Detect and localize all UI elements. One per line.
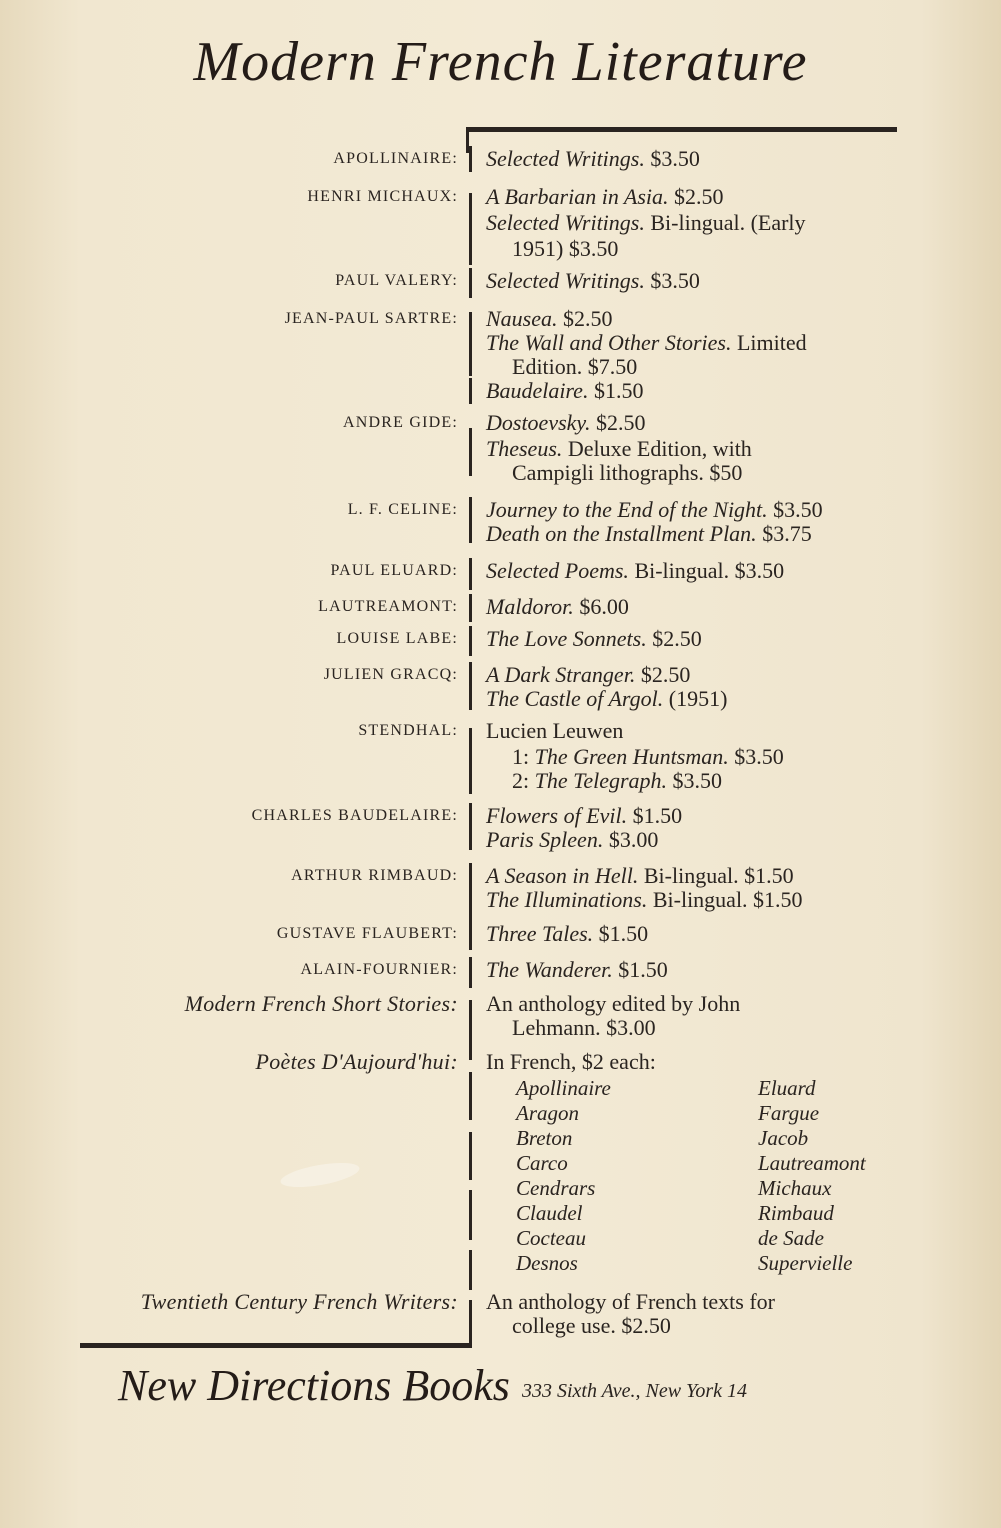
book-detail: Lehmann. $3.00 [512, 1015, 656, 1040]
poet-name: Michaux [758, 1176, 832, 1200]
divider-bar [469, 1000, 472, 1060]
book-detail: $2.50 [590, 410, 646, 435]
divider-bar [469, 1300, 472, 1345]
book-line [486, 330, 807, 356]
book-detail: $1.50 [627, 803, 683, 828]
book-detail: $2.50 [635, 662, 691, 687]
book-line [512, 1015, 656, 1041]
book-detail: college use. $2.50 [512, 1313, 671, 1338]
divider-bar [469, 803, 472, 850]
book-detail: $1.50 [612, 957, 668, 982]
book-detail: Deluxe Edition, with [562, 436, 752, 461]
poet-name: Jacob [758, 1126, 809, 1150]
poet-name: Lautreamont [758, 1151, 866, 1175]
book-detail: $3.50 [644, 268, 700, 293]
book-title: Baudelaire. [486, 378, 589, 403]
book-line [486, 436, 752, 462]
divider-bar [469, 378, 472, 404]
book-title: Dostoevsky. [486, 410, 591, 435]
book-title: The Love Sonnets. [486, 626, 647, 651]
divider-bar [469, 863, 472, 908]
book-line [486, 378, 643, 404]
book-title: Selected Poems. [486, 558, 629, 583]
poet-name: Apollinaire [516, 1076, 611, 1100]
poet-name: Rimbaud [758, 1201, 834, 1225]
volume-number: 2: [512, 768, 535, 793]
book-title: Paris Spleen. [486, 827, 604, 852]
book-detail: Limited [731, 330, 807, 355]
book-line [512, 768, 722, 794]
book-detail: Bi-lingual. $1.50 [638, 863, 794, 888]
divider-bar [469, 146, 472, 172]
book-title: Selected Writings. [486, 268, 645, 293]
author-label: GUSTAVE FLAUBERT: [276, 925, 458, 942]
book-detail: $2.50 [668, 184, 724, 209]
divider-bar [469, 558, 472, 590]
book-detail: $3.50 [728, 744, 784, 769]
book-title: The Wanderer. [486, 957, 613, 982]
book-line [486, 1289, 775, 1315]
book-detail: $3.50 [644, 146, 700, 171]
book-line [486, 991, 740, 1017]
author-label: Twentieth Century French Writers: [140, 1289, 458, 1314]
book-detail: 1951) $3.50 [512, 236, 619, 261]
bottom-rule [80, 1343, 472, 1348]
author-label: Poètes D'Aujourd'hui: [255, 1049, 458, 1074]
volume-number: 1: [512, 744, 535, 769]
book-detail: Bi-lingual. $1.50 [647, 887, 803, 912]
poet-name: Desnos [516, 1251, 578, 1275]
book-line [486, 210, 806, 236]
poet-name: Carco [516, 1151, 568, 1175]
book-title: The Telegraph. [534, 768, 668, 793]
divider-bar [469, 908, 472, 950]
book-line [486, 184, 724, 210]
book-line [486, 921, 648, 947]
book-detail: Bi-lingual. $3.50 [628, 558, 785, 583]
book-detail: Lucien Leuwen [486, 718, 624, 743]
book-line [486, 718, 623, 744]
book-line [486, 146, 700, 172]
author-label: APOLLINAIRE: [333, 150, 458, 167]
divider-bar [469, 1190, 472, 1240]
book-line [486, 410, 645, 436]
poets-column-2 [758, 1076, 866, 1276]
book-title: Maldoror. [486, 594, 574, 619]
author-label: ALAIN-FOURNIER: [300, 961, 458, 978]
book-title: Selected Writings. [486, 210, 645, 235]
book-line [486, 268, 700, 294]
book-title: Theseus. [486, 436, 563, 461]
divider-bar [469, 626, 472, 656]
poet-name: Eluard [758, 1076, 816, 1100]
book-detail: $3.75 [756, 521, 812, 546]
author-label: LAUTREAMONT: [318, 598, 458, 615]
author-label: ANDRE GIDE: [343, 414, 458, 431]
publisher-address: 333 Sixth Ave., New York 14 [522, 1380, 747, 1402]
book-detail: $2.50 [646, 626, 702, 651]
book-line [486, 662, 690, 688]
book-detail: An anthology of French texts for [486, 1289, 775, 1314]
divider-bar [469, 268, 472, 298]
divider-bar [469, 428, 472, 476]
book-title: Flowers of Evil. [486, 803, 628, 828]
poets-column-1 [516, 1076, 611, 1276]
book-title: Selected Writings. [486, 146, 645, 171]
author-label: STENDHAL: [358, 722, 458, 739]
book-line [486, 497, 823, 523]
book-line [512, 354, 637, 380]
publisher-name: New Directions Books [118, 1361, 510, 1410]
book-line [486, 521, 812, 547]
book-title: The Illuminations. [486, 887, 648, 912]
poet-name: Supervielle [758, 1251, 853, 1275]
author-label: HENRI MICHAUX: [307, 188, 458, 205]
book-title: The Green Huntsman. [534, 744, 729, 769]
book-title: A Season in Hell. [486, 863, 639, 888]
book-line [486, 957, 668, 983]
book-line [512, 744, 784, 770]
author-label: L. F. CELINE: [347, 501, 458, 518]
book-title: A Dark Stranger. [486, 662, 636, 687]
author-label: PAUL VALERY: [335, 272, 458, 289]
author-label: JEAN-PAUL SARTRE: [284, 310, 458, 327]
book-line [486, 558, 784, 584]
author-label: LOUISE LABE: [336, 630, 458, 647]
book-title: The Wall and Other Stories. [486, 330, 732, 355]
page-title: Modern French Literature [193, 31, 808, 93]
divider-bar [469, 1132, 472, 1180]
book-title: Nausea. [486, 306, 558, 331]
divider-bar [469, 497, 472, 543]
divider-bar [469, 1250, 472, 1290]
book-title: A Barbarian in Asia. [486, 184, 669, 209]
author-label: JULIEN GRACQ: [323, 666, 458, 683]
book-line [486, 1049, 656, 1075]
book-line [486, 887, 803, 913]
divider-bar [469, 193, 472, 265]
book-line [486, 594, 629, 620]
paper-stain [279, 1158, 361, 1192]
book-line [512, 460, 742, 486]
book-detail: Bi-lingual. (Early [644, 210, 806, 235]
book-detail: (1951) [663, 686, 728, 711]
book-title: Journey to the End of the Night. [486, 497, 768, 522]
divider-bar [469, 957, 472, 988]
poet-name: Fargue [758, 1101, 820, 1125]
poet-name: Aragon [516, 1101, 579, 1125]
book-line [486, 306, 613, 332]
book-title: Three Tales. [486, 921, 594, 946]
book-line [512, 236, 618, 262]
author-label: PAUL ELUARD: [330, 562, 458, 579]
poet-name: de Sade [758, 1226, 824, 1250]
book-detail: Edition. $7.50 [512, 354, 638, 379]
book-detail: $1.50 [588, 378, 644, 403]
book-detail: An anthology edited by John [486, 991, 741, 1016]
poet-name: Claudel [516, 1201, 583, 1225]
book-detail: $2.50 [557, 306, 613, 331]
poet-name: Cocteau [516, 1226, 586, 1250]
divider-bar [469, 1072, 472, 1120]
divider-bar [469, 662, 472, 710]
book-title: Death on the Installment Plan. [486, 521, 757, 546]
book-line [486, 863, 794, 889]
book-line [486, 827, 658, 853]
book-detail: In French, $2 each: [486, 1049, 656, 1074]
book-line [486, 626, 702, 652]
divider-bar [469, 312, 472, 376]
book-detail: Campigli lithographs. $50 [512, 460, 743, 485]
book-title: The Castle of Argol. [486, 686, 664, 711]
book-line [486, 803, 682, 829]
divider-bar [469, 728, 472, 794]
poet-name: Cendrars [516, 1176, 596, 1200]
top-rule [466, 127, 897, 132]
author-label: Modern French Short Stories: [184, 991, 458, 1016]
book-detail: $3.50 [667, 768, 723, 793]
author-label: ARTHUR RIMBAUD: [291, 867, 458, 884]
book-detail: $1.50 [593, 921, 649, 946]
book-line [486, 686, 727, 712]
book-detail: $3.50 [767, 497, 823, 522]
poet-name: Breton [516, 1126, 573, 1150]
book-detail: $3.00 [603, 827, 659, 852]
divider-bar [469, 594, 472, 622]
book-line [512, 1313, 671, 1339]
book-detail: $6.00 [573, 594, 629, 619]
author-label: CHARLES BAUDELAIRE: [251, 807, 458, 824]
